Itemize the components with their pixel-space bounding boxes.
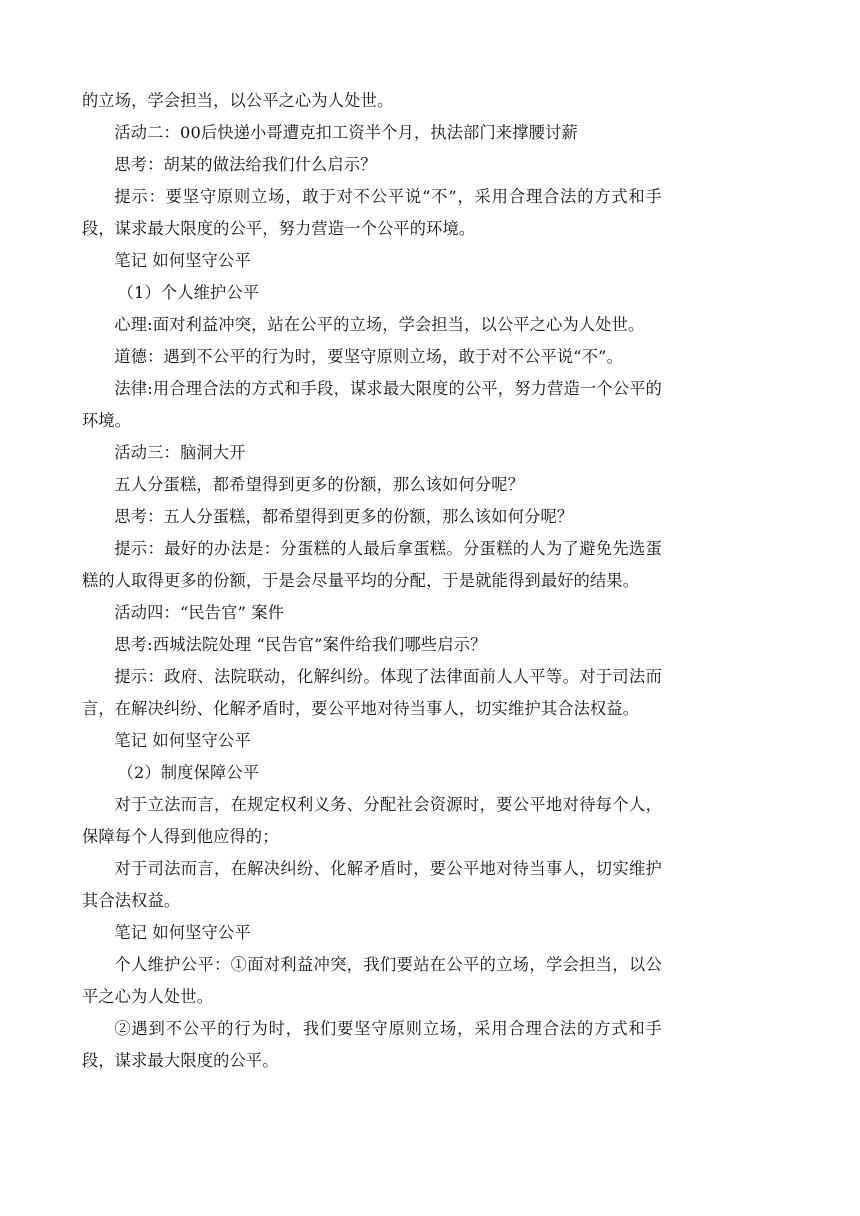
think-question: 思考：五人分蛋糕，都希望得到更多的份额，那么该如何分呢？: [114, 507, 574, 526]
law-point: 法律:用合理合法的方式和手段，谋求最大限度的公平，努力营造一个公平的环境。: [82, 379, 662, 430]
summary-point-two: ②遇到不公平的行为时，我们要坚守原则立场，采用合理合法的方式和手段，谋求最大限度的公平。: [82, 1019, 662, 1070]
note-heading: 笔记 如何坚守公平: [114, 251, 251, 270]
note-heading: 笔记 如何坚守公平: [114, 923, 251, 942]
cake-question: 五人分蛋糕，都希望得到更多的份额，那么该如何分呢？: [114, 475, 525, 494]
summary-point-one: 个人维护公平：①面对利益冲突，我们要站在公平的立场，学会担当，以公平之心为人处世。: [82, 955, 662, 1006]
morality-point: 道德：遇到不公平的行为时，要坚守原则立场，敢于对不公平说“不”。: [114, 347, 623, 366]
subheading-system: （2）制度保障公平: [117, 763, 260, 782]
psychology-point: 心理:面对利益冲突，站在公平的立场，学会担当，以公平之心为人处世。: [114, 315, 645, 334]
note-heading: 笔记 如何坚守公平: [114, 731, 251, 750]
activity-four-heading: 活动四：“民告官” 案件: [114, 603, 285, 622]
hint-paragraph: 提示：最好的办法是：分蛋糕的人最后拿蛋糕。分蛋糕的人为了避免先选蛋糕的人取得更多的份额，于是会尽量平均的分配，于是就能得到最好的结果。: [82, 539, 662, 590]
subheading-individual: （1）个人维护公平: [117, 283, 260, 302]
document-page: [82, 85, 662, 1077]
legislation-point: 对于立法而言，在规定权利义务、分配社会资源时，要公平地对待每个人，保障每个人得到他应得的；: [82, 795, 662, 846]
hint-paragraph: 提示：要坚守原则立场，敢于对不公平说“不”，采用合理合法的方式和手段，谋求最大限度的公平，努力营造一个公平的环境。: [82, 187, 662, 238]
continuation-text: 的立场，学会担当，以公平之心为人处世。: [82, 91, 394, 110]
hint-paragraph: 提示：政府、法院联动，化解纠纷。体现了法律面前人人平等。对于司法而言，在解决纠纷、化解矛盾时，要公平地对待当事人，切实维护其合法权益。: [82, 667, 662, 718]
think-question: 思考：胡某的做法给我们什么启示？: [114, 155, 377, 174]
activity-two-heading: 活动二：00后快递小哥遭克扣工资半个月，执法部门来撑腰讨薪: [114, 123, 578, 142]
activity-three-heading: 活动三：脑洞大开: [114, 443, 246, 462]
think-question: 思考:西城法院处理 “民告官”案件给我们哪些启示？: [114, 635, 487, 654]
judiciary-point: 对于司法而言，在解决纠纷、化解矛盾时，要公平地对待当事人，切实维护其合法权益。: [82, 859, 662, 910]
